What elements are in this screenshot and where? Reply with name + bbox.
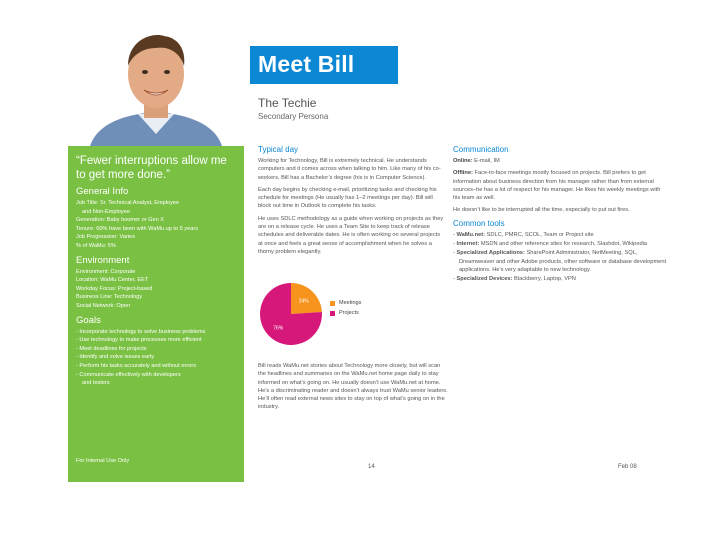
- page-title: Meet Bill: [250, 46, 398, 84]
- tool-label: Specialized Devices:: [456, 276, 513, 283]
- communication-section: [453, 145, 668, 285]
- typical-day-section: [258, 145, 446, 260]
- general-info-line: Tenure: 60% have been with WaMu up to 5 years: [76, 225, 198, 232]
- general-info-line: and Non-Employee: [82, 208, 130, 215]
- environment-line: Location: WaMu Center, EET: [76, 277, 149, 284]
- online-label: Online:: [453, 158, 473, 164]
- pie-legend: [330, 300, 361, 320]
- pie-label-projects: 76%: [273, 325, 284, 332]
- general-info-line: % of WaMu: 5%: [76, 242, 116, 249]
- communication-heading: Communication: [453, 145, 509, 154]
- general-info-title: General Info: [76, 186, 129, 197]
- persona-sidebar: [68, 146, 244, 482]
- tool-text: MSDN and other reference sites for research, Slashdot, Wikipedia: [479, 241, 648, 248]
- goal-item: and testers: [82, 380, 110, 387]
- persona-subtitle: The Techie: [258, 96, 317, 110]
- environment-line: Workday Focus: Project-based: [76, 285, 153, 292]
- tool-item: - WaMu.net: SDLC, PMRC, SCOL, Team or Project site: [453, 231, 594, 238]
- tool-text: SharePoint Administrator, NetMeeting, SQL, Dreamweaver and other Adobe products, other software or database development applications. He’s very adaptable to new technology.: [459, 250, 667, 273]
- typical-day-heading: Typical day: [258, 145, 299, 154]
- legend-swatch-projects: [330, 311, 335, 316]
- goals-title: Goals: [76, 314, 101, 326]
- goal-item: - Use technology to make processes more efficient: [76, 337, 202, 344]
- legend-label-projects: Projects: [339, 310, 359, 316]
- common-tools-heading: Common tools: [453, 218, 505, 228]
- persona-quote: “Fewer interruptions allow me to get more done.”: [76, 155, 227, 181]
- tool-text: SDLC, PMRC, SCOL, Team or Project site: [485, 231, 594, 238]
- page-date: Feb 08: [618, 464, 637, 470]
- internal-use-footer: For Internal Use Only: [76, 458, 130, 464]
- typical-day-paragraph: Each day begins by checking e-mail, prioritizing tasks and checking his schedule for meetings (He usually has 1–2 meetings per day). Bill will block out time in Outlook to complete his tasks.: [258, 186, 437, 210]
- online-text: E-mail, IM: [472, 158, 500, 164]
- persona-type: Secondary Persona: [258, 112, 329, 121]
- legend-swatch-meetings: [330, 301, 335, 306]
- general-info-line: Job Progression: Varies: [76, 234, 135, 241]
- tool-item: - Specialized Applications: SharePoint Administrator, NetMeeting, SQL, Dreamweaver and other Adobe products, other software or database development applications. He’s very adaptable to new technology.: [453, 250, 667, 273]
- legend-item-meetings: [330, 300, 361, 306]
- wamu-net-usage-paragraph: Bill reads WaMu.net stories about Technology more closely, but will scan the headlines and summaries on the WaMu.net home page daily to stay informed on what’s going on. He usually doesn’t use WaMu.net at home. He’s a discriminating reader and doesn’t always trust WaMu senior leaders. He’ll often read external news sites to stay on top of what’s going on in the industry.: [258, 363, 448, 411]
- goal-item: - Perform his tasks accurately and without errors: [76, 362, 196, 369]
- environment-line: Social Network: Open: [76, 302, 131, 309]
- page-number: 14: [368, 464, 375, 470]
- interruption-note: He doesn’t like to be interrupted all the time, especially to put out fires.: [453, 207, 630, 214]
- typical-day-paragraph: He uses SDLC methodology as a guide when working on projects as they are on a release cycle. He uses a Team Site to keep track of release schedules and deliverable dates. He is often working on several projects at once and feels a great sense of accomplishment when he solves a thorny problem elegantly.: [258, 215, 444, 255]
- typical-day-paragraph: Working for Technology, Bill is extremely technical. He understands computers and it comes across when talking to him. Like many of his co-workers, Bill has a Bachelor’s degree (his is in Computer Science).: [258, 158, 441, 181]
- goal-item: - Meet deadlines for projects: [76, 345, 147, 352]
- goal-item: - Communicate effectively with developers: [76, 371, 181, 378]
- time-pie-chart: [258, 281, 324, 347]
- offline-text: Face-to-face meetings mostly focused on projects. Bill prefers to get information about business direction from his manager rather than from external sources–he has a lot of respect for his manager. He likes his weekly meetings with his team as well.: [453, 170, 661, 202]
- general-info-line: Job Title: Sr. Technical Analyst, Employee: [76, 200, 180, 206]
- tool-label: Internet:: [456, 241, 480, 248]
- online-communication: [453, 157, 668, 165]
- environment-title: Environment: [76, 254, 130, 266]
- tool-item: - Specialized Devices: Blackberry, Laptop, VPN: [453, 276, 576, 283]
- offline-communication: [453, 169, 668, 202]
- tool-item: - Internet: MSDN and other reference sites for research, Slashdot, Wikipedia: [453, 241, 648, 248]
- tool-label: Specialized Applications:: [456, 250, 525, 257]
- pie-label-meetings: 24%: [298, 298, 309, 305]
- goal-item: - Incorporate technology to solve business problems: [76, 328, 206, 335]
- legend-label-meetings: Meetings: [339, 300, 362, 306]
- goal-item: - Identify and solve issues early: [76, 354, 155, 361]
- environment-line: Environment: Corporate: [76, 268, 136, 275]
- environment-line: Business Line: Technology: [76, 294, 143, 301]
- legend-item-projects: [330, 310, 361, 316]
- offline-label: Offline:: [453, 170, 473, 177]
- persona-photo: [68, 22, 244, 146]
- tool-label: WaMu.net:: [456, 231, 486, 238]
- general-info-line: Generation: Baby boomer or Gen X: [76, 217, 164, 224]
- tool-text: Blackberry, Laptop, VPN: [512, 276, 576, 283]
